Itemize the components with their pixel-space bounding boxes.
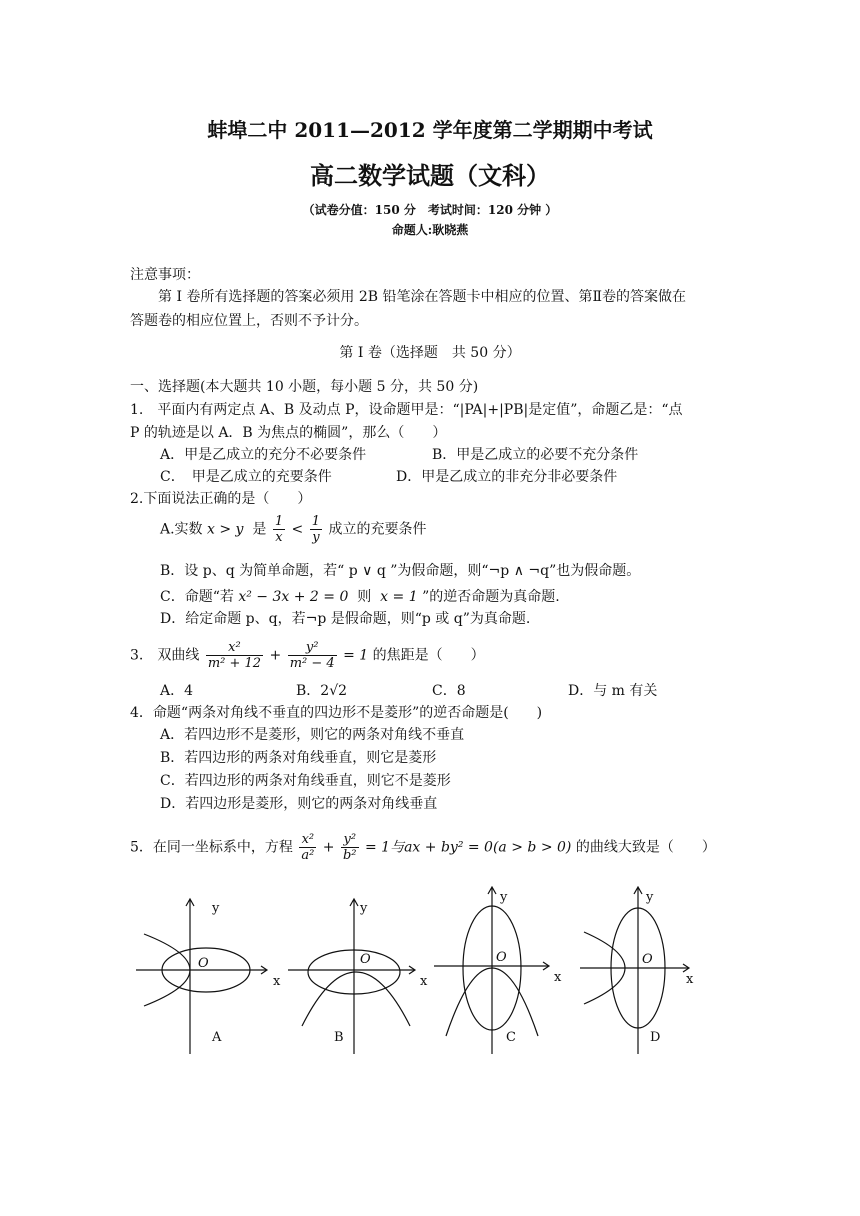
q2-a-condition: x > y	[207, 521, 244, 538]
q5-graph-b: y O x B	[284, 886, 434, 1056]
graph-b-figure	[284, 886, 434, 1056]
q5-graph-c: y O x C	[430, 886, 580, 1056]
q3-option-a: A．4	[160, 683, 194, 699]
q4-option-d: D．若四边形是菱形，则它的两条对角线垂直	[160, 796, 438, 812]
q3-fraction-x: $\frac{\text{x²}}{\text{m² + 12}}$	[207, 640, 262, 671]
graph-c-label: C	[506, 1030, 516, 1045]
q4-option-b: B．若四边形的两条对角线垂直，则它是菱形	[160, 750, 437, 766]
q4-stem: 4．命题“两条对角线不垂直的四边形不是菱形”的逆否命题是( )	[130, 705, 543, 721]
q3-option-c: C．8	[432, 683, 466, 699]
author: 命题人:耿晓燕	[391, 223, 469, 237]
q1-option-c: C． 甲是乙成立的充要条件	[160, 469, 332, 485]
notice-heading: 注意事项：	[130, 267, 200, 283]
graph-d-figure	[580, 886, 710, 1056]
section-heading: 一、选择题(本大题共 10 小题，每小题 5 分，共 50 分)	[130, 379, 479, 395]
q2-stem: 2.下面说法正确的是（ ）	[130, 491, 312, 507]
q2-c-equation: x² − 3x + 2 = 0	[238, 589, 349, 605]
part1-heading: 第 I 卷（选择题 共 50 分）	[339, 345, 521, 361]
q4-option-c: C．若四边形的两条对角线垂直，则它不是菱形	[160, 773, 451, 789]
q1-option-d: D．甲是乙成立的非充分非必要条件	[396, 469, 618, 485]
q5-fraction-y: $\frac{\text{y²}}{\text{b²}}$	[342, 832, 357, 863]
q1-option-b: B．甲是乙成立的必要不充分条件	[432, 447, 639, 463]
graph-a-label: A	[212, 1030, 222, 1045]
fraction-1-over-y: $\frac{1}{y}$	[311, 514, 321, 545]
q1-line-1: 1. 平面内有两定点 A、B 及动点 P，设命题甲是：“|PA|+|PB|是定值”，命题乙是：“点	[130, 402, 683, 418]
exam-info: （试卷分值：150 分 考试时间：120 分钟 ）	[302, 203, 558, 217]
q2-option-b: B．设 p、q 为简单命题，若“ p ∨ q ”为假命题，则“¬p ∧ ¬q”也为假命题。	[160, 563, 641, 579]
q2-option-a	[160, 514, 426, 545]
school-title: 蚌埠二中 2011—2012 学年度第二学期期中考试	[207, 118, 653, 142]
fraction-1-over-x: $\frac{1}{x}$	[274, 514, 284, 545]
q2-a-prefix: A.实数	[160, 521, 203, 538]
graph-a-figure	[136, 886, 286, 1056]
q5-graph-d: y O x D	[580, 886, 710, 1056]
q2-a-mid: 是	[252, 521, 267, 538]
notice-line-2: 答题卷的相应位置上，否则不予计分。	[130, 313, 368, 329]
graph-d-label: D	[650, 1030, 661, 1045]
subject-title: 高二数学试题（文科）	[310, 161, 550, 190]
notice-line-1: 第 I 卷所有选择题的答案必须用 2B 铅笔涂在答题卡中相应的位置、第Ⅱ卷的答案做在	[158, 289, 687, 305]
q1-option-a: A．甲是乙成立的充分不必要条件	[160, 447, 367, 463]
q2-option-c: C．命题“若 x² − 3x + 2 = 0 则 x = 1 ”的逆否命题为真命题.	[160, 589, 560, 605]
q3-option-d: D．与 m 有关	[568, 683, 658, 699]
q5-stem: 5．在同一坐标系中，方程 $\frac{\text{x²}}{\text{a²}}$ + $\frac{\text{y²}}{\text{b²}}$ = 1与ax + by² = 0(a > b > 0) 的曲线大致是（ ）	[130, 832, 716, 863]
less-than: <	[291, 521, 304, 538]
q4-option-a: A．若四边形不是菱形，则它的两条对角线不垂直	[160, 727, 465, 743]
q5-fraction-x: $\frac{\text{x²}}{\text{a²}}$	[301, 832, 315, 863]
q3-fraction-y: $\frac{\text{y²}}{\text{m² − 4}}$	[289, 640, 335, 671]
q5-graph-a: y O x A	[136, 886, 286, 1056]
q3-stem: 3. 双曲线 $\frac{\text{x²}}{\text{m² + 12}}$ + $\frac{\text{y²}}{\text{m² − 4}}$ = 1 的焦距是（ ）	[130, 640, 485, 671]
q2-a-suffix: 成立的充要条件	[328, 521, 427, 538]
q1-line-2: P 的轨迹是以 A．B 为焦点的椭圆”，那么（ ）	[130, 425, 447, 441]
graph-b-label: B	[334, 1030, 344, 1045]
q2-option-d: D．给定命题 p、q，若¬p 是假命题，则“p 或 q”为真命题.	[160, 611, 531, 627]
q3-option-b: B．2√2	[296, 683, 348, 699]
